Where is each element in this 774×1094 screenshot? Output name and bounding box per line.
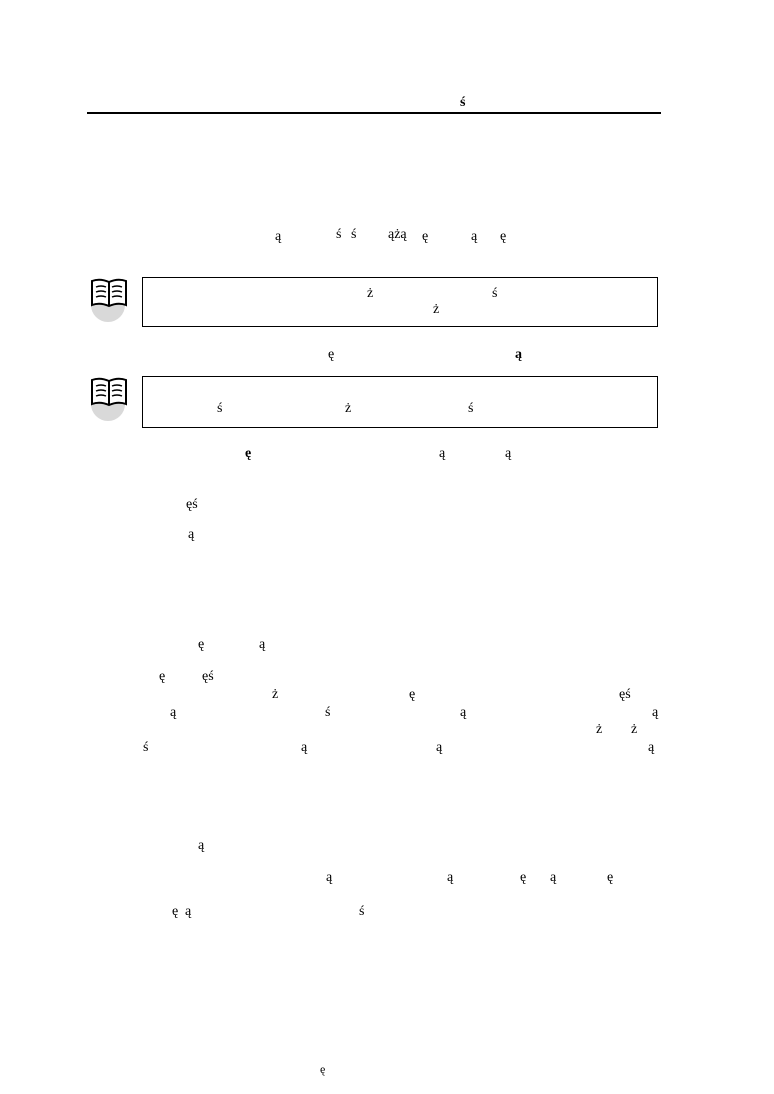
glyph: ą bbox=[460, 705, 467, 720]
glyph: ę bbox=[422, 229, 429, 244]
glyph: ż bbox=[272, 687, 279, 702]
glyph: ę bbox=[245, 446, 252, 461]
glyph: ą bbox=[170, 705, 177, 720]
glyph: ą bbox=[185, 904, 192, 919]
glyph: ą bbox=[439, 446, 446, 461]
open-book-icon bbox=[88, 276, 130, 324]
glyph: ą bbox=[326, 870, 333, 885]
page-number: ę bbox=[320, 1062, 326, 1076]
glyph: ę bbox=[159, 669, 166, 684]
header-rule bbox=[87, 112, 661, 114]
glyph: ż bbox=[433, 302, 440, 317]
glyph: ą bbox=[275, 229, 282, 244]
glyph: ążą bbox=[388, 227, 407, 242]
glyph: ą bbox=[259, 637, 266, 652]
glyph: ą bbox=[471, 229, 478, 244]
glyph: ę bbox=[328, 347, 335, 362]
glyph: ż bbox=[367, 286, 374, 301]
glyph: ż bbox=[631, 722, 638, 737]
glyph: ż bbox=[345, 401, 352, 416]
glyph: ę bbox=[520, 870, 527, 885]
glyph: ś bbox=[336, 227, 342, 242]
glyph: ś bbox=[468, 401, 474, 416]
glyph: ą bbox=[515, 347, 522, 362]
glyph: ą bbox=[188, 527, 195, 542]
glyph: ą bbox=[652, 705, 659, 720]
glyph: ę bbox=[409, 687, 416, 702]
glyph: ż bbox=[596, 722, 603, 737]
glyph: ś bbox=[325, 705, 331, 720]
glyph: ś bbox=[492, 286, 498, 301]
glyph: ęś bbox=[186, 497, 198, 512]
glyph: ę bbox=[172, 904, 179, 919]
glyph: ęś bbox=[619, 687, 631, 702]
open-book-icon bbox=[88, 375, 130, 423]
glyph: ś bbox=[217, 401, 223, 416]
glyph: ą bbox=[648, 740, 655, 755]
glyph: ą bbox=[505, 446, 512, 461]
glyph: ę bbox=[198, 637, 205, 652]
note-box-1 bbox=[142, 277, 658, 327]
header-glyph: ś bbox=[460, 95, 466, 110]
glyph: ą bbox=[550, 870, 557, 885]
glyph: ą bbox=[436, 740, 443, 755]
glyph: ą bbox=[447, 870, 454, 885]
glyph: ęś bbox=[202, 669, 214, 684]
glyph: ę bbox=[500, 229, 507, 244]
glyph: ą bbox=[301, 740, 308, 755]
glyph: ś bbox=[351, 227, 357, 242]
glyph: ę bbox=[607, 870, 614, 885]
glyph: ś bbox=[143, 740, 149, 755]
glyph: ą bbox=[198, 838, 205, 853]
glyph: ś bbox=[359, 904, 365, 919]
